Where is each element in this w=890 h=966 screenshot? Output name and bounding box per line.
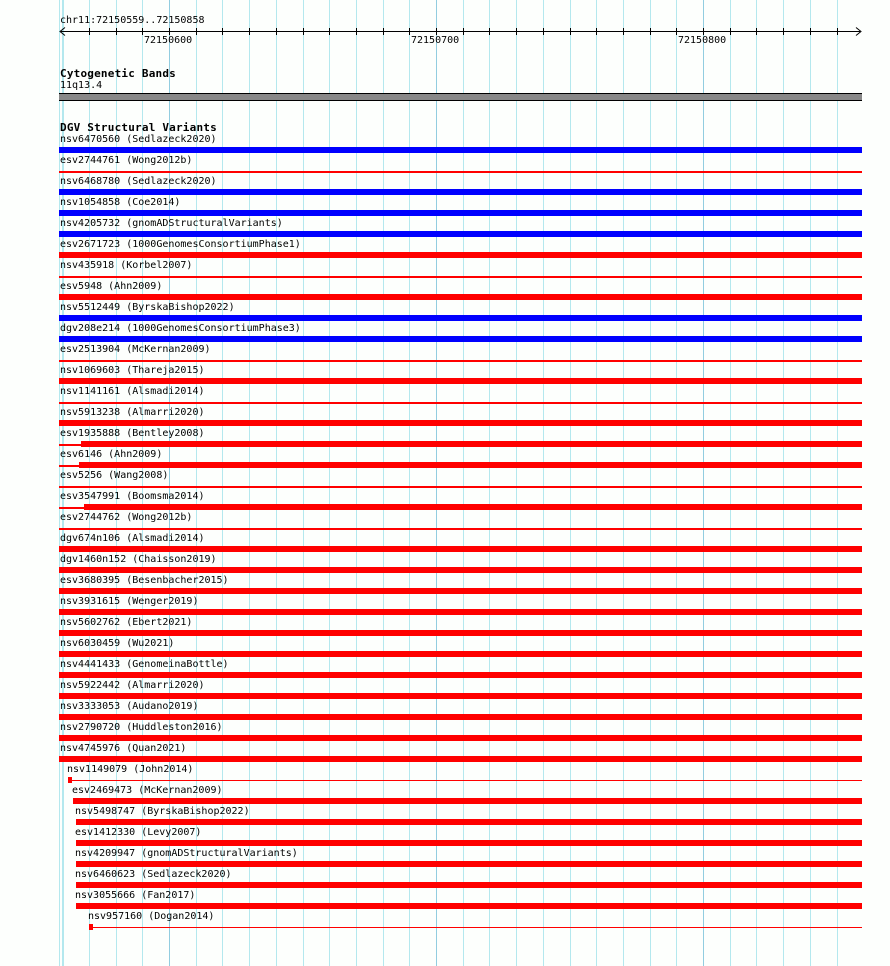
ruler-tick (249, 28, 250, 35)
ruler-tick (650, 28, 651, 35)
sv-label[interactable]: nsv4441433 (GenomeinaBottle) (60, 659, 229, 670)
ruler-tick (196, 28, 197, 35)
ruler-tick (516, 28, 517, 35)
sv-bar-thin[interactable] (93, 927, 862, 928)
sv-label[interactable]: nsv1054858 (Coe2014) (60, 197, 181, 208)
cytoband-label: 11q13.4 (60, 80, 103, 91)
sv-bar[interactable] (59, 294, 862, 300)
sv-bar-thin[interactable] (59, 276, 862, 278)
sv-bar[interactable] (59, 735, 862, 741)
sv-label[interactable]: esv1412330 (Levy2007) (75, 827, 202, 838)
ruler-tick (116, 28, 117, 35)
ruler-tick (142, 28, 143, 35)
sv-label[interactable]: nsv1141161 (Alsmadi2014) (60, 386, 205, 397)
sv-label[interactable]: nsv2790720 (Huddleston2016) (60, 722, 223, 733)
ruler-tick (276, 28, 277, 35)
sv-bar[interactable] (59, 147, 862, 153)
sv-label[interactable]: dgv208e214 (1000GenomesConsortiumPhase3) (60, 323, 301, 334)
ruler-tick (837, 28, 838, 35)
ruler-tick (383, 28, 384, 35)
sv-bar[interactable] (59, 672, 862, 678)
ruler-tick-label: 72150800 (678, 35, 727, 46)
sv-bar[interactable] (59, 756, 862, 762)
sv-label[interactable]: nsv5512449 (ByrskaBishop2022) (60, 302, 235, 313)
sv-bar[interactable] (79, 462, 862, 468)
position-label: chr11:72150559..72150858 (60, 15, 205, 26)
ruler-tick (463, 28, 464, 35)
sv-bar[interactable] (76, 903, 862, 909)
sv-label[interactable]: esv2671723 (1000GenomesConsortiumPhase1) (60, 239, 301, 250)
sv-label[interactable]: nsv6470560 (Sedlazeck2020) (60, 134, 217, 145)
sv-label[interactable]: nsv5602762 (Ebert2021) (60, 617, 193, 628)
cytoband-bar[interactable] (59, 93, 862, 101)
sv-label[interactable]: esv6146 (Ahn2009) (60, 449, 163, 460)
sv-bar[interactable] (73, 798, 862, 804)
sv-label[interactable]: nsv4745976 (Quan2021) (60, 743, 187, 754)
sv-label[interactable]: dgv674n106 (Alsmadi2014) (60, 533, 205, 544)
ruler-tick (436, 28, 437, 35)
sv-label[interactable]: esv2744762 (Wong2012b) (60, 512, 193, 523)
ruler-tick (570, 28, 571, 35)
sv-bar[interactable] (59, 378, 862, 384)
ruler-tick (676, 28, 677, 35)
arrow-left-icon[interactable] (59, 27, 66, 36)
ruler-tick (783, 28, 784, 35)
ruler-tick (169, 28, 170, 35)
ruler-tick (810, 28, 811, 35)
sv-label[interactable]: nsv5498747 (ByrskaBishop2022) (75, 806, 250, 817)
sv-bar-thin[interactable] (59, 486, 862, 488)
sv-label[interactable]: nsv3333053 (Audano2019) (60, 701, 199, 712)
sv-label[interactable]: esv5256 (Wang2008) (60, 470, 169, 481)
sv-label[interactable]: nsv5922442 (Almarri2020) (60, 680, 205, 691)
sv-label[interactable]: nsv6460623 (Sedlazeck2020) (75, 869, 232, 880)
sv-bar[interactable] (76, 819, 862, 825)
sv-bar-thin[interactable] (59, 528, 862, 530)
sv-label[interactable]: esv2513904 (McKernan2009) (60, 344, 211, 355)
sv-bar[interactable] (81, 441, 862, 447)
ruler-tick (89, 28, 90, 35)
sv-label[interactable]: esv2744761 (Wong2012b) (60, 155, 193, 166)
ruler-tick (222, 28, 223, 35)
sv-bar[interactable] (59, 231, 862, 237)
sv-bar[interactable] (84, 504, 862, 510)
ruler-tick (543, 28, 544, 35)
sv-label[interactable]: nsv6468780 (Sedlazeck2020) (60, 176, 217, 187)
sv-label[interactable]: nsv1069603 (Thareja2015) (60, 365, 205, 376)
sv-bar[interactable] (59, 210, 862, 216)
sv-bar-thin[interactable] (59, 465, 79, 467)
sv-bar[interactable] (59, 651, 862, 657)
sv-label[interactable]: nsv6030459 (Wu2021) (60, 638, 175, 649)
sv-label[interactable]: nsv1149079 (John2014) (67, 764, 194, 775)
sv-bar[interactable] (59, 336, 862, 342)
ruler-tick-label: 72150700 (411, 35, 460, 46)
sv-bar[interactable] (59, 252, 862, 258)
sv-bar[interactable] (59, 546, 862, 552)
sv-bar-thin[interactable] (59, 171, 862, 173)
sv-label[interactable]: nsv4205732 (gnomADStructuralVariants) (60, 218, 283, 229)
sv-bar[interactable] (59, 567, 862, 573)
ruler-tick (356, 28, 357, 35)
sv-label[interactable]: dgv1460n152 (Chaisson2019) (60, 554, 217, 565)
sv-label[interactable]: nsv4209947 (gnomADStructuralVariants) (75, 848, 298, 859)
sv-track-title: DGV Structural Variants (60, 121, 217, 134)
sv-label[interactable]: nsv3931615 (Wenger2019) (60, 596, 199, 607)
sv-bar-thin[interactable] (72, 780, 862, 781)
ruler-tick (703, 28, 704, 35)
ruler-tick (756, 28, 757, 35)
ruler-tick (730, 28, 731, 35)
sv-bar[interactable] (59, 630, 862, 636)
sv-label[interactable]: esv3547991 (Boomsma2014) (60, 491, 205, 502)
sv-bar[interactable] (76, 882, 862, 888)
sv-bar[interactable] (59, 714, 862, 720)
sv-label[interactable]: esv3680395 (Besenbacher2015) (60, 575, 229, 586)
sv-bar[interactable] (59, 189, 862, 195)
sv-bar-thin[interactable] (59, 507, 84, 509)
sv-bar[interactable] (59, 315, 862, 321)
ruler-axis (61, 31, 860, 32)
sv-bar[interactable] (59, 588, 862, 594)
sv-label[interactable]: esv2469473 (McKernan2009) (72, 785, 223, 796)
ruler-tick-label: 72150600 (144, 35, 193, 46)
arrow-right-icon[interactable] (855, 27, 862, 36)
cytoband-track-title: Cytogenetic Bands (60, 67, 176, 80)
sv-label[interactable]: nsv957160 (Dogan2014) (88, 911, 215, 922)
ruler-tick (303, 28, 304, 35)
sv-bar-thin[interactable] (59, 360, 862, 362)
sv-bar[interactable] (59, 609, 862, 615)
sv-label[interactable]: nsv5913238 (Almarri2020) (60, 407, 205, 418)
sv-label[interactable]: esv1935888 (Bentley2008) (60, 428, 205, 439)
sv-label[interactable]: nsv3055666 (Fan2017) (75, 890, 196, 901)
sv-bar[interactable] (59, 420, 862, 426)
sv-bar[interactable] (76, 840, 862, 846)
sv-bar[interactable] (76, 861, 862, 867)
ruler-tick (409, 28, 410, 35)
ruler-tick (489, 28, 490, 35)
sv-bar-thin[interactable] (59, 402, 862, 404)
ruler-tick (596, 28, 597, 35)
sv-bar-thin[interactable] (59, 444, 81, 446)
ruler-tick (623, 28, 624, 35)
sv-label[interactable]: nsv435918 (Korbel2007) (60, 260, 193, 271)
sv-bar[interactable] (59, 693, 862, 699)
ruler-tick (329, 28, 330, 35)
sv-label[interactable]: esv5948 (Ahn2009) (60, 281, 163, 292)
